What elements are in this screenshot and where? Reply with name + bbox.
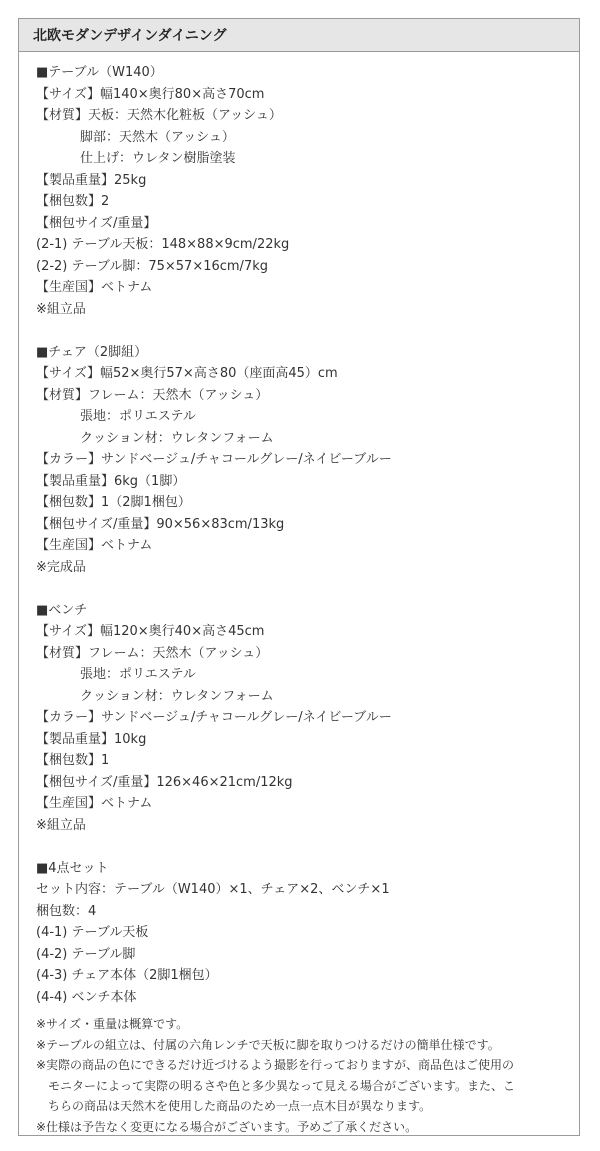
spec-line: クッション材：ウレタンフォーム	[80, 430, 274, 446]
spec-line: 【材質】天板：天然木化粧板（アッシュ）	[36, 108, 282, 123]
section-heading: ■チェア（2脚組）	[36, 344, 148, 360]
spec-line: 【梱包数】2	[36, 194, 110, 209]
spec-section	[36, 600, 579, 837]
spec-line: (2-1) テーブル天板：148×88×9cm/22kg	[36, 237, 290, 252]
spec-line: (4-4) ベンチ本体	[36, 989, 137, 1005]
spec-line: 【梱包数】1（2脚1梱包）	[36, 495, 191, 510]
spec-line: 【梱包サイズ/重量】90×56×83cm/13kg	[36, 516, 285, 532]
spec-line: 梱包数：4	[36, 903, 97, 919]
spec-section	[36, 342, 579, 579]
spec-line: 張地：ポリエステル	[80, 409, 196, 424]
note-line: モニターによって実際の明るさや色と多少異なって見える場合がございます。また、こ	[48, 1078, 516, 1093]
spec-line: 【サイズ】幅52×奥行57×高さ80（座面高45）cm	[36, 366, 338, 381]
spec-line: ※組立品	[36, 301, 86, 317]
spec-line: 【製品重量】10kg	[36, 731, 147, 747]
note-line: ※サイズ・重量は概算です。	[36, 1017, 189, 1031]
spec-line: 【生産国】ベトナム	[36, 538, 153, 553]
spec-line: (2-2) テーブル脚：75×57×16cm/7kg	[36, 258, 268, 274]
spec-line: 【材質】フレーム：天然木（アッシュ）	[36, 645, 269, 661]
spec-line: 【材質】フレーム：天然木（アッシュ）	[36, 387, 269, 403]
spec-line: 脚部：天然木（アッシュ）	[80, 129, 235, 145]
spec-line: 【梱包サイズ/重量】	[36, 215, 157, 231]
spec-line: 【梱包サイズ/重量】126×46×21cm/12kg	[36, 774, 293, 790]
spec-line: セット内容：テーブル（W140）×1、チェア×2、ベンチ×1	[36, 882, 390, 897]
section-gap	[36, 578, 579, 600]
spec-table	[18, 18, 580, 1136]
spec-line: 【生産国】ベトナム	[36, 280, 153, 295]
spec-line: (4-1) テーブル天板	[36, 925, 149, 940]
section-heading: ■ベンチ	[36, 602, 88, 618]
spec-line: ※組立品	[36, 817, 86, 833]
spec-line: 【サイズ】幅140×奥行80×高さ70cm	[36, 86, 265, 102]
spec-section	[36, 62, 579, 320]
spec-content	[19, 52, 579, 1138]
spec-line: クッション材：ウレタンフォーム	[80, 688, 274, 704]
section-heading: ■テーブル（W140）	[36, 65, 163, 80]
note-line: ちらの商品は天然木を使用した商品のため一点一点木目が異なります。	[48, 1099, 432, 1114]
spec-section	[36, 858, 579, 1009]
spec-line: 【カラー】サンドベージュ/チャコールグレー/ネイビーブルー	[36, 452, 392, 467]
spec-line: ※完成品	[36, 559, 86, 575]
spec-line: 【製品重量】6kg（1脚）	[36, 473, 186, 489]
spec-line: (4-3) チェア本体（2脚1梱包）	[36, 968, 218, 983]
notes	[36, 1014, 579, 1138]
note-line: ※仕様は予告なく変更になる場合がございます。予めご了承ください。	[36, 1119, 418, 1134]
spec-header	[19, 19, 579, 52]
page-title: 北欧モダンデザインダイニング	[33, 28, 227, 44]
spec-line: 【サイズ】幅120×奥行40×高さ45cm	[36, 624, 265, 639]
spec-line: 【梱包数】1	[36, 753, 110, 768]
note-line: ※テーブルの組立は、付属の六角レンチで天板に脚を取りつけるだけの簡単仕様です。	[36, 1037, 500, 1052]
spec-line: (4-2) テーブル脚	[36, 946, 136, 962]
section-gap	[36, 836, 579, 858]
spec-line: 【生産国】ベトナム	[36, 796, 153, 811]
spec-line: 仕上げ：ウレタン樹脂塗装	[80, 151, 236, 166]
note-line: ※実際の商品の色にできるだけ近づけるよう撮影を行っておりますが、商品色はご使用の	[36, 1058, 515, 1073]
spec-line: 【カラー】サンドベージュ/チャコールグレー/ネイビーブルー	[36, 710, 392, 725]
spec-line: 【製品重量】25kg	[36, 172, 147, 188]
spec-line: 張地：ポリエステル	[80, 667, 196, 682]
section-gap	[36, 320, 579, 342]
section-heading: ■4点セット	[36, 860, 109, 876]
